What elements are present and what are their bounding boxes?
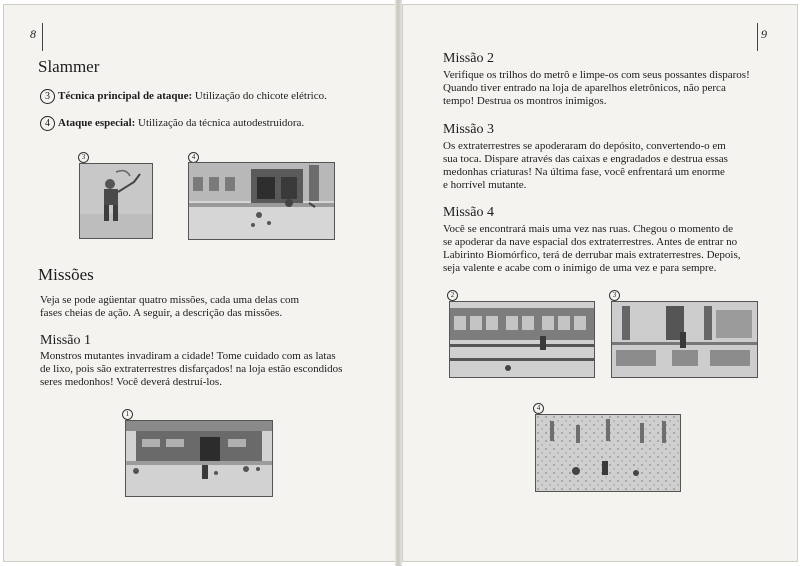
mission-2-line-3: tempo! Destrua os montros inimigos. [443, 95, 607, 107]
attack-item-3 [40, 89, 327, 104]
item-4-text: Utilização da técnica autodestruidora. [135, 117, 305, 130]
page-number-right: 9 [761, 27, 767, 41]
mission-4-line-1: Você se encontrará mais uma vez nas ruas. Chegou o momento de [443, 223, 733, 235]
section-title-slammer: Slammer [38, 57, 100, 76]
screenshot-slammer-special [188, 162, 335, 240]
page-number-left: 8 [30, 27, 36, 41]
mission-3-line-2: sua toca. Dispare através das caixas e engradados e destrua essas [443, 153, 728, 165]
right-page [402, 4, 798, 562]
figure-label-3-right: 3 [609, 290, 620, 301]
item-3-label: Técnica principal de ataque: [58, 90, 193, 103]
mission-4-line-3: Labirinto Biomórfico, terá de derrubar mais extraterrestres. Depois, [443, 249, 741, 261]
item-number-4: 4 [40, 116, 55, 131]
item-4-label: Ataque especial: [58, 117, 136, 130]
mission-3-line-4: e horrível mutante. [443, 179, 527, 191]
mission-3-line-3: medonhas criaturas! Na última fase, você enfrentará um enorme [443, 166, 725, 178]
mission-3-line-1: Os extraterrestres se apoderaram do depósito, convertendo-o em [443, 140, 726, 152]
left-page [3, 4, 397, 562]
missions-intro-line-1: Veja se pode agüentar quatro missões, cada uma delas com [40, 294, 300, 306]
page-rule-left [42, 23, 43, 51]
mission-1-line-2: de lixo, pois são extraterrestres disfarçados! na loja estão escondidos [40, 363, 343, 375]
section-title-missions: Missões [38, 265, 94, 284]
mission-4-line-2: se apoderar da nave espacial dos extraterrestres. Antes de entrar no [443, 236, 738, 248]
figure-label-3-left: 3 [78, 152, 89, 163]
figure-label-1-left: 1 [122, 409, 133, 420]
screenshot-slammer-whip [79, 163, 153, 239]
book-gutter [395, 0, 402, 566]
mission-4-line-4: seja valente e acabe com o inimigo de uma vez e para sempre. [443, 262, 717, 274]
mission-3-title: Missão 3 [443, 122, 494, 137]
figure-label-4-left: 4 [188, 152, 199, 163]
figure-label-2-right: 2 [447, 290, 458, 301]
mission-2-line-2: Quando tiver entrado na loja de aparelhos eletrônicos, não perca [443, 82, 726, 94]
mission-4-title: Missão 4 [443, 205, 494, 220]
item-3-text: Utilização do chicote elétrico. [192, 90, 327, 103]
screenshot-mission-2 [449, 301, 595, 378]
item-number-3: 3 [40, 89, 55, 104]
screenshot-mission-1 [125, 420, 273, 497]
attack-item-4 [40, 116, 304, 131]
page-rule-right [757, 23, 758, 51]
screenshot-mission-3 [611, 301, 758, 378]
missions-intro-line-2: fases cheias de ação. A seguir, a descrição das missões. [40, 307, 283, 319]
figure-label-4-right: 4 [533, 403, 544, 414]
mission-1-line-1: Monstros mutantes invadiram a cidade! Tome cuidado com as latas [40, 350, 336, 362]
mission-1-title: Missão 1 [40, 333, 91, 348]
mission-2-line-1: Verifique os trilhos do metrô e limpe-os com seus possantes disparos! [443, 69, 750, 81]
screenshot-mission-4 [535, 414, 681, 492]
mission-2-title: Missão 2 [443, 51, 494, 66]
mission-1-line-3: seres medonhos! Você deverá destruí-los. [40, 376, 222, 388]
